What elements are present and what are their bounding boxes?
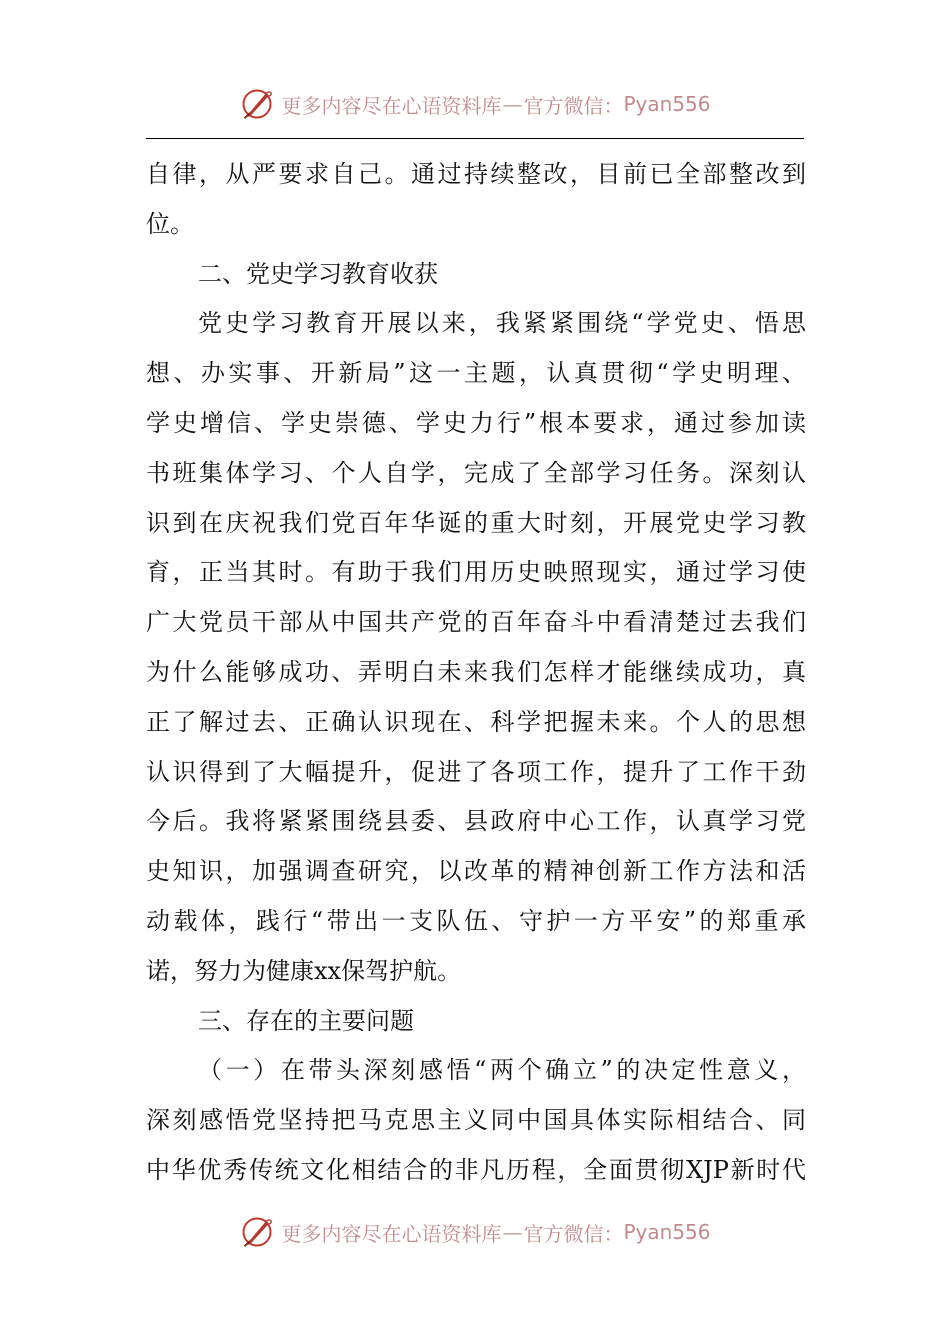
- body-line: 正了解过去、正确认识现在、科学把握未来。个人的思想: [146, 707, 806, 736]
- watermark-label: 官方微信：: [523, 93, 624, 118]
- body-line: 位。: [146, 209, 194, 238]
- body-line: 今后。我将紧紧围绕县委、县政府中心工作，认真学习党: [146, 807, 806, 836]
- header-rule: [146, 138, 804, 139]
- body-line: 为什么能够成功、弄明白未来我们怎样才能继续成功，真: [146, 657, 806, 686]
- body-line: 广大党员干部从中国共产党的百年奋斗中看清楚过去我们: [146, 608, 806, 637]
- watermark-handle: Pyan556: [623, 1220, 711, 1244]
- section-heading: 三、存在的主要问题: [198, 1006, 414, 1035]
- watermark-dash: —: [502, 1220, 523, 1244]
- body-line: 学史增信、学史崇德、学史力行”根本要求，通过参加读: [146, 408, 806, 437]
- body-line: 认识得到了大幅提升，促进了各项工作，提升了工作干劲: [146, 757, 806, 786]
- watermark-dash: —: [502, 92, 523, 116]
- watermark-label: 官方微信：: [523, 1221, 624, 1246]
- body-line: 自律，从严要求自己。通过持续整改，目前已全部整改到: [146, 160, 806, 188]
- body-line: 想、办实事、开新局”这一主题，认真贯彻“学史明理、: [146, 359, 806, 388]
- body-line: 史知识，加强调查研究，以改革的精神创新工作方法和活: [146, 857, 806, 886]
- body-line: 诺，努力为健康xx保驾护航。: [146, 956, 462, 985]
- document-body: [146, 150, 806, 1196]
- body-line: 识到在庆祝我们党百年华诞的重大时刻，开展党史学习教: [146, 508, 806, 537]
- quill-pen-logo-icon: [239, 1214, 275, 1250]
- quill-pen-logo-icon: [239, 86, 275, 122]
- body-line: 书班集体学习、个人自学，完成了全部学习任务。深刻认: [146, 458, 806, 487]
- watermark-handle: Pyan556: [623, 92, 711, 116]
- section-heading: 二、党史学习教育收获: [198, 259, 438, 288]
- body-line: 深刻感悟党坚持把马克思主义同中国具体实际相结合、同: [146, 1106, 806, 1135]
- body-line: 党史学习教育开展以来，我紧紧围绕“学党史、悟思: [198, 309, 806, 338]
- body-line: 中华优秀传统文化相结合的非凡历程，全面贯彻XJP新时代: [146, 1155, 806, 1184]
- body-line: 育，正当其时。有助于我们用历史映照现实，通过学习使: [146, 558, 806, 587]
- watermark-footer: [0, 1212, 950, 1252]
- body-line: 动载体，践行“带出一支队伍、守护一方平安”的郑重承: [146, 906, 806, 935]
- watermark-brand: 更多内容尽在心语资料库: [281, 1221, 502, 1246]
- watermark-header: [0, 84, 950, 124]
- body-line: （一）在带头深刻感悟“两个确立”的决定性意义，: [198, 1056, 806, 1085]
- watermark-brand: 更多内容尽在心语资料库: [281, 93, 502, 118]
